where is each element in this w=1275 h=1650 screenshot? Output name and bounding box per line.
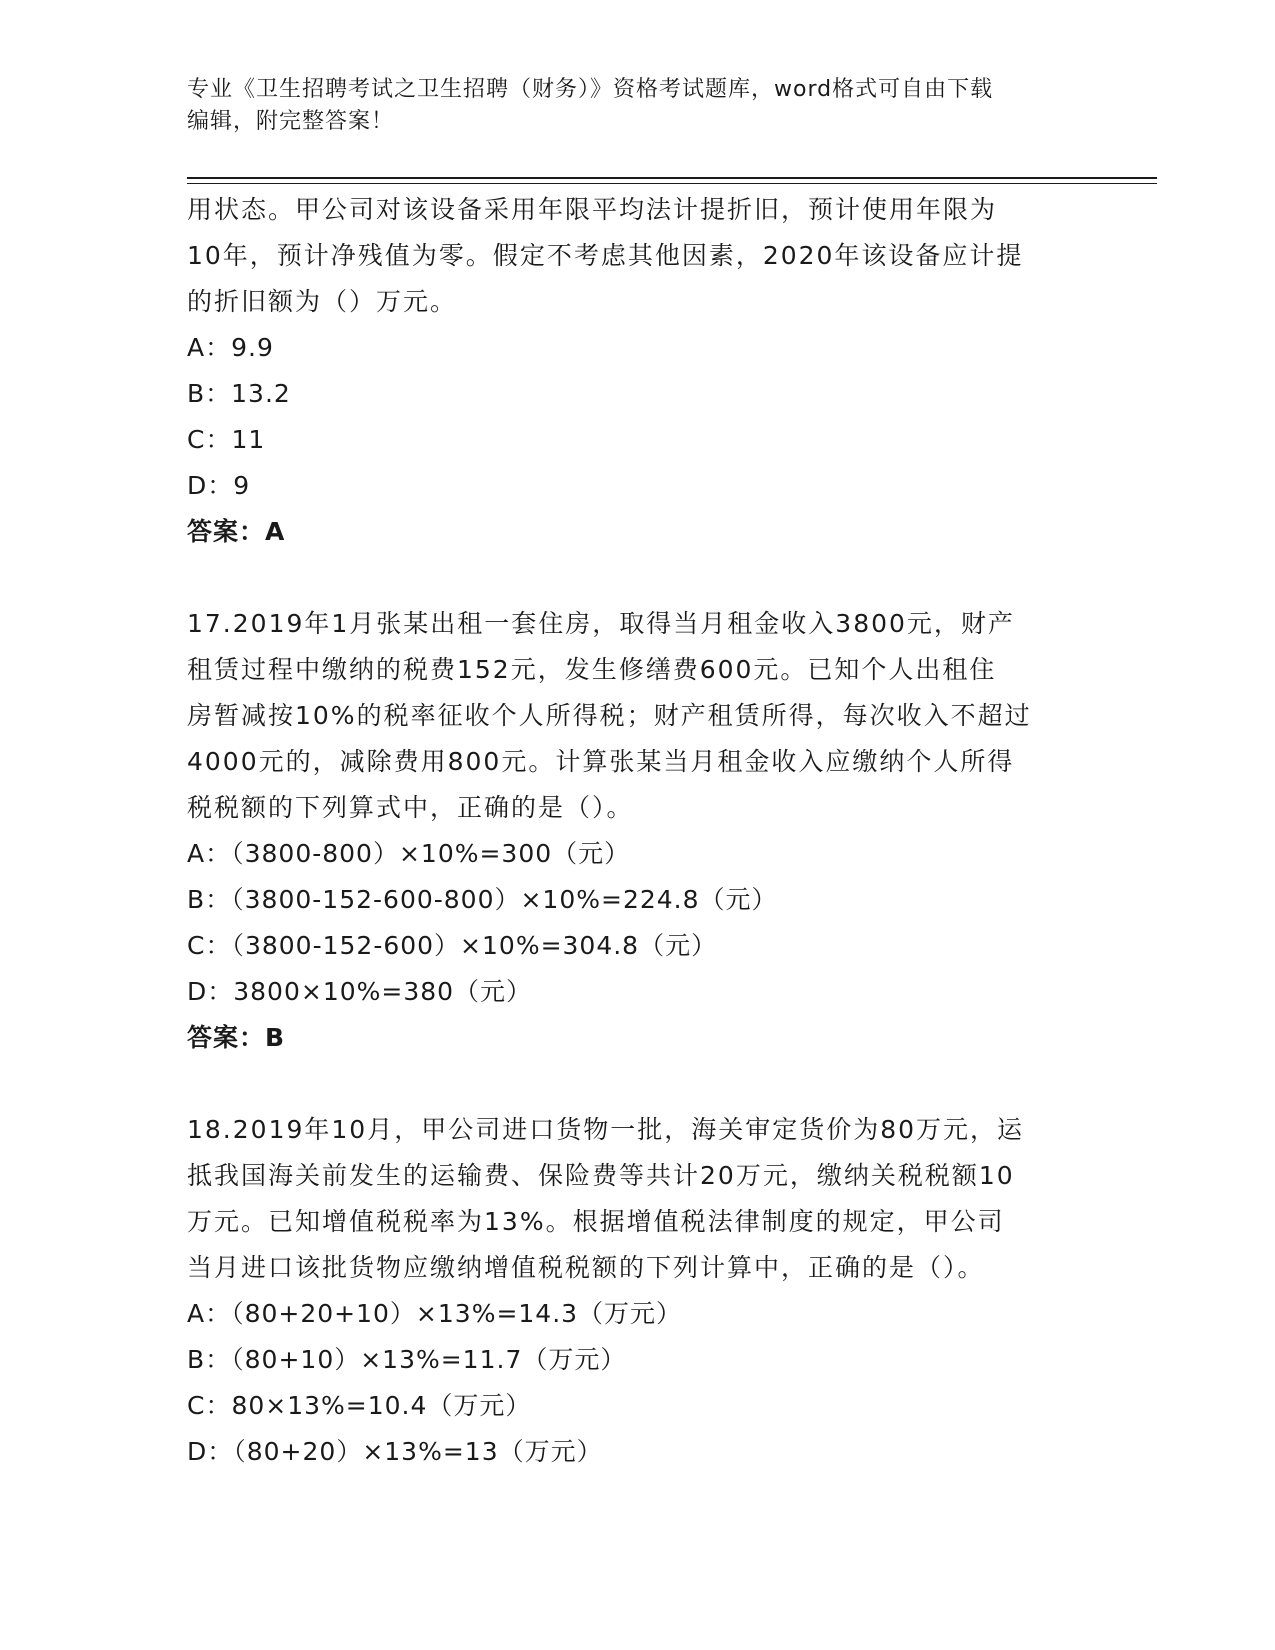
option-a: A：（80+20+10）×13%=14.3（万元）: [187, 1299, 683, 1328]
spacer: [187, 555, 1087, 601]
option-a: A：9.9: [187, 333, 274, 362]
question-16: [187, 187, 1087, 555]
header-rule-thin: [187, 183, 1157, 184]
question-stem-line: 10年，预计净残值为零。假定不考虑其他因素，2020年该设备应计提: [187, 241, 1024, 270]
option-b: B：13.2: [187, 379, 291, 408]
option-b: B：（80+10）×13%=11.7（万元）: [187, 1345, 627, 1374]
question-stem-line: 抵我国海关前发生的运输费、保险费等共计20万元，缴纳关税税额10: [187, 1161, 1015, 1190]
option-c: C：11: [187, 425, 266, 454]
question-stem-line: 税税额的下列算式中，正确的是（）。: [187, 793, 634, 822]
document-body: [187, 187, 1087, 1475]
question-stem-line: 用状态。甲公司对该设备采用年限平均法计提折旧，预计使用年限为: [187, 195, 998, 224]
option-c: C：80×13%=10.4（万元）: [187, 1391, 532, 1420]
page-header: [187, 74, 1067, 138]
question-stem-line: 租赁过程中缴纳的税费152元，发生修缮费600元。已知个人出租住: [187, 655, 997, 684]
question-stem-line: 4000元的，减除费用800元。计算张某当月租金收入应缴纳个人所得: [187, 747, 1015, 776]
question-stem-line: 的折旧额为（）万元。: [187, 287, 458, 316]
header-rule-thick: [187, 177, 1157, 179]
question-stem-line: 万元。已知增值税税率为13%。根据增值税法律制度的规定，甲公司: [187, 1207, 1005, 1236]
question-stem-line: 房暂减按10%的税率征收个人所得税；财产租赁所得，每次收入不超过: [187, 701, 1032, 730]
option-d: D：9: [187, 471, 251, 500]
option-d: D：3800×10%=380（元）: [187, 977, 533, 1006]
question-stem-line: 17.2019年1月张某出租一套住房，取得当月租金收入3800元，财产: [187, 609, 1015, 638]
option-b: B：（3800-152-600-800）×10%=224.8（元）: [187, 885, 778, 914]
option-c: C：（3800-152-600）×10%=304.8（元）: [187, 931, 718, 960]
header-line-2: 编辑，附完整答案！: [187, 109, 395, 134]
header-line-1: 专业《卫生招聘考试之卫生招聘（财务）》资格考试题库，word格式可自由下载: [187, 77, 994, 102]
answer-line: 答案：A: [187, 517, 286, 546]
question-17: [187, 601, 1087, 1061]
spacer: [187, 1061, 1087, 1107]
question-stem-line: 当月进口该批货物应缴纳增值税税额的下列计算中，正确的是（）。: [187, 1253, 985, 1282]
option-d: D：（80+20）×13%=13（万元）: [187, 1437, 603, 1466]
question-stem-line: 18.2019年10月，甲公司进口货物一批，海关审定货价为80万元，运: [187, 1115, 1025, 1144]
question-18: [187, 1107, 1087, 1475]
option-a: A：（3800-800）×10%=300（元）: [187, 839, 631, 868]
answer-line: 答案：B: [187, 1023, 286, 1052]
